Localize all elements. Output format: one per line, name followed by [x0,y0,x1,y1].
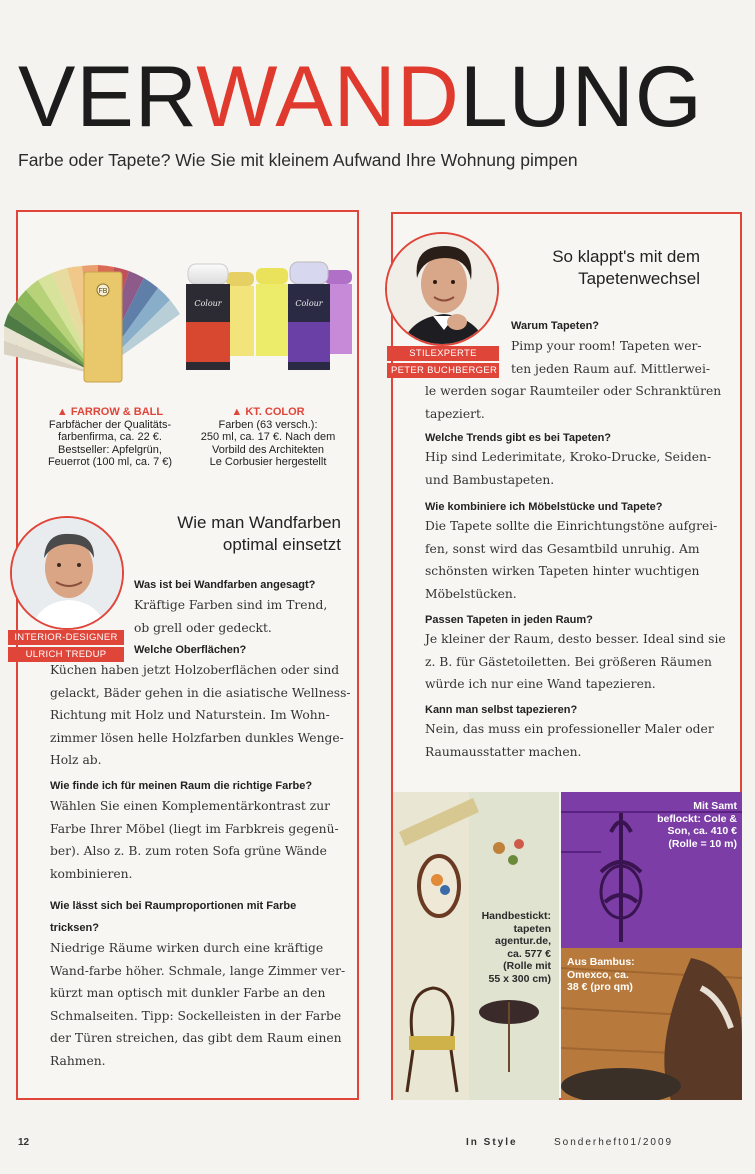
caption-samt [657,800,737,850]
question: Wie finde ich für meinen Raum die richtige Farbe? [50,780,313,792]
caption-line: (Rolle mit [503,960,551,972]
pot-label-purple: Colour [295,299,323,308]
subtitle: Farbe oder Tapete? Wie Sie mit kleinem Aufwand Ihre Wohnung pimpen [18,150,578,170]
answer [425,446,731,491]
answer-line: ob grell oder gedeckt. [134,620,272,635]
caption-line: Omexco, ca. [567,968,629,981]
caption-kt-color [193,406,343,469]
answer-line: Möbelstücken. [425,586,517,601]
answer-line: schönsten wirken Tapeten hinter wuchtigen [425,564,700,578]
caption-line: Son, ca. 410 € [667,825,737,837]
question: Welche Trends gibt es bei Tapeten? [425,432,612,444]
question-line: tricksen? [50,922,99,934]
answer-line: Je kleiner der Raum, desto besser. Ideal sind sie [425,632,726,646]
answer-line: gelackt, Bäder gehen in die asiatische Wellness- [50,685,351,700]
answer-line: kombinieren. [50,866,133,881]
fan-label: FB [98,288,108,295]
issue-label: Sonderheft01/2009 [554,1137,674,1148]
answer-line: Wählen Sie einen Komplementärkontrast zur [50,799,331,813]
question: Wie kombiniere ich Möbelstücke und Tapete? [425,501,663,513]
answer-line: Nein, das muss ein professioneller Maler oder [425,722,714,736]
answer-line: Raumausstatter machen. [425,744,582,759]
answer-line: Küchen haben jetzt Holzoberflächen oder sind [50,663,340,677]
question: Kann man selbst tapezieren? [425,704,578,716]
caption-line: 38 € (pro qm) [567,981,633,993]
pot-label-red: Colour [194,299,222,308]
answer-line: Niedrige Räume wirken durch eine kräftige [50,941,324,955]
caption-line: Aus Bambus: [567,956,635,968]
caption-line: Farben (63 versch.): [218,418,318,431]
caption-handbestickt [473,910,551,985]
avatar [12,518,124,630]
answer [50,795,352,885]
section-title-line: Tapetenwechsel [578,269,700,288]
question: Was ist bei Wandfarben angesagt? [134,579,316,591]
caption-line: agentur.de, [494,935,551,947]
left-panel [16,210,359,1100]
portrait-ulrich-tredup [10,516,124,630]
expert-role-tag: INTERIOR-DESIGNER [8,630,124,645]
caption-line: Farbfächer der Qualitäts- [48,418,172,431]
answer-line: Schmalseiten. Tipp: Sockelleisten in der Farbe [50,1008,342,1023]
answer-line: und Bambustapeten. [425,472,555,487]
caption-line: Mit Samt [693,800,737,812]
question: Welche Oberflächen? [134,644,247,656]
question: Warum Tapeten? [511,320,600,332]
paint-pots-image [178,258,358,388]
question-line: Wie lässt sich bei Raumproportionen mit Farbe [50,900,297,912]
headline-part-2: WAND [196,49,460,145]
section-title-line: Wie man Wandfarben [177,513,341,532]
answer-line: le werden sogar Raumteiler oder Schranktüren [425,384,722,398]
answer [511,335,729,380]
caption-line: Feuerrot (100 ml, ca. 7 €) [47,456,173,468]
caption-line: Vorbild des Architekten [212,443,324,456]
answer-line: der Türen streichen, das gibt dem Raum einen [50,1031,342,1045]
right-panel [391,212,742,1100]
section-title-tapetenwechsel [470,246,700,290]
expert-name-tag: ULRICH TREDUP [8,647,124,662]
answer-line: z. B. für Gästetoiletten. Bei größeren Räumen [425,654,712,669]
expert-name-tag: PETER BUCHBERGER [387,363,499,378]
answer [50,659,352,772]
headline [18,49,738,145]
caption-farrow-ball [40,406,180,469]
caption-line: Bestseller: Apfelgrün, [58,443,162,456]
answer-line: ber). Also z. B. zum roten Sofa grüne Wände [50,844,327,858]
answer-line: Richtung mit Holz und Naturstein. Im Wohn- [50,708,330,722]
caption-line: 250 ml, ca. 17 €. Nach dem [200,431,336,443]
answer-line: Kräftige Farben sind im Trend, [134,598,328,612]
caption-line: farbenfirma, ca. 22 €. [58,431,162,443]
headline-part-3: LUNG [459,49,703,145]
caption-line: beflockt: Cole & [657,812,737,825]
caption-line: tapeten [513,922,551,935]
answer-continued [425,380,731,425]
caption-line: (Rolle = 10 m) [668,837,737,850]
question [50,895,352,939]
answer [50,937,352,1072]
section-title-wandfarben [101,512,341,556]
caption-brand: ▲ KT. COLOR [231,406,305,418]
answer [425,718,731,763]
magazine-name: In Style [466,1137,518,1148]
caption-brand: ▲ FARROW & BALL [56,406,164,418]
answer [425,628,731,696]
color-fan-deck-image [4,214,188,394]
caption-line: Handbestickt: [481,910,551,922]
answer-line: Holz ab. [50,753,102,767]
caption-bambus [567,956,677,994]
answer [134,594,354,639]
caption-line: Le Corbusier hergestellt [209,456,327,468]
answer-line: tapeziert. [425,406,485,421]
answer-line: würde ich nur eine Wand tapezieren. [425,677,656,691]
answer-line: Wand-farbe höher. Schmale, lange Zimmer ver- [50,963,346,978]
headline-part-1: VER [18,49,197,145]
answer-line: Die Tapete sollte die Einrichtungstöne aufgrei- [425,519,718,533]
section-title-line: optimal einsetzt [222,535,341,554]
caption-line: ca. 577 € [507,947,551,960]
answer [425,515,731,605]
answer-line: Farbe Ihrer Möbel (liegt im Farbkreis gegenü- [50,821,339,836]
answer-line: kürzt man optisch mit dunkler Farbe an den [50,986,326,1000]
answer-line: Rahmen. [50,1053,106,1068]
answer-line: fen, sonst wird das Gesamtbild unruhig. Am [425,541,700,556]
question: Passen Tapeten in jeden Raum? [425,614,593,626]
answer-line: Hip sind Lederimitate, Kroko-Drucke, Seiden- [425,450,712,464]
caption-line: 55 x 300 cm) [488,972,551,985]
answer-line: ten jeden Raum auf. Mittlerwei- [511,361,711,376]
section-title-line: So klappt's mit dem [552,247,700,266]
expert-role-tag: STILEXPERTE [387,346,499,361]
answer-line: Pimp your room! Tapeten wer- [511,339,702,353]
answer-line: zimmer lösen helle Holzfarben dunkles Wenge- [50,730,344,745]
page-number: 12 [18,1137,30,1148]
